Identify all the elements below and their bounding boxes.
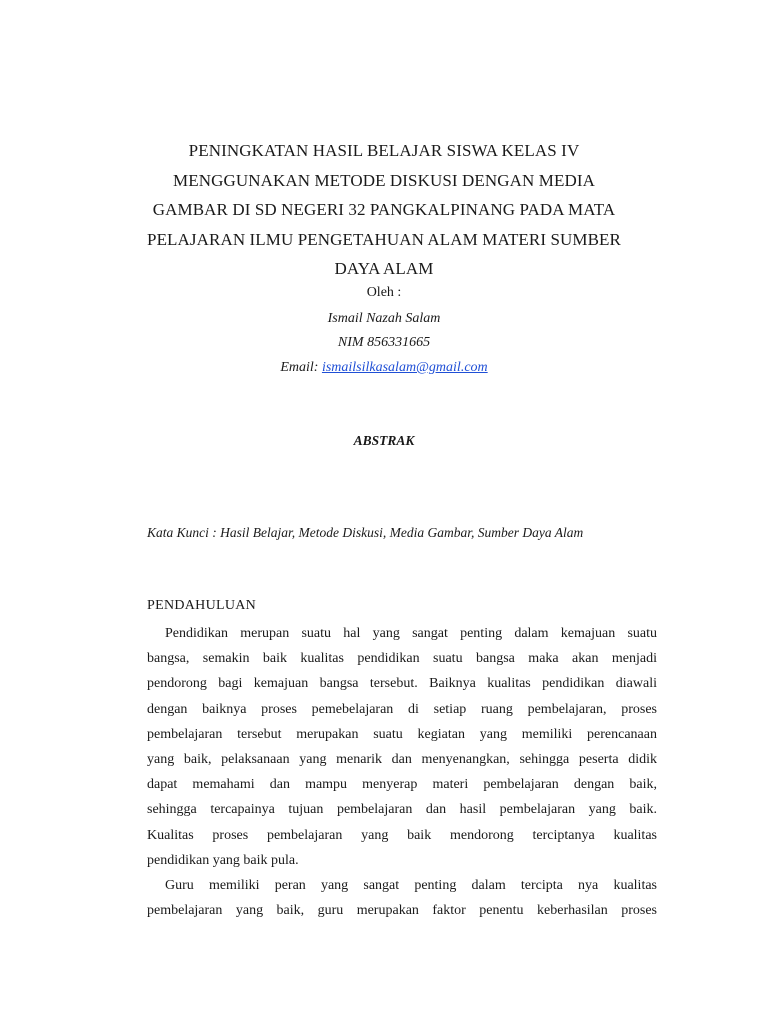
title-line: DAYA ALAM	[334, 259, 434, 278]
keywords: Kata Kunci : Hasil Belajar, Metode Diskusi, Media Gambar, Sumber Daya Alam	[147, 525, 584, 540]
title-line: PENINGKATAN HASIL BELAJAR SISWA KELAS IV	[188, 141, 580, 160]
paper-title	[130, 136, 638, 284]
paragraph-line: Guru memiliki peran yang sangat penting dalam tercipta nya kualitas	[165, 877, 657, 893]
paragraph-line: dapat memahami dan mampu menyerap materi pembelajaran dengan baik,	[147, 777, 657, 793]
email-link[interactable]: ismailsilkasalam@gmail.com	[321, 360, 488, 375]
byline-oleh: Oleh :	[366, 285, 402, 300]
author-name: Ismail Nazah Salam	[327, 311, 441, 326]
paragraph-line: Kualitas proses pembelajaran yang baik mendorong terciptanya kualitas	[147, 827, 657, 843]
title-line: GAMBAR DI SD NEGERI 32 PANGKALPINANG PADA MATA	[152, 200, 616, 219]
paragraph-line: pendorong bagi kemajuan bangsa tersebut. Baiknya kualitas pendidikan diawali	[147, 676, 657, 692]
section-heading: PENDAHULUAN	[147, 598, 257, 613]
paragraph-line: bangsa, semakin baik kualitas pendidikan suatu bangsa maka akan menjadi	[147, 651, 657, 667]
paragraph-line: pembelajaran yang baik, guru merupakan faktor penentu keberhasilan proses	[147, 903, 657, 919]
paragraph-line: Pendidikan merupan suatu hal yang sangat penting dalam kemajuan suatu	[165, 626, 657, 641]
student-id: NIM 856331665	[337, 335, 431, 350]
email-label: Email:	[280, 360, 322, 375]
body-text	[147, 621, 657, 923]
paragraph-line: dengan baiknya proses pemebelajaran di setiap ruang pembelajaran, proses	[147, 701, 657, 717]
paragraph-line: sehingga tercapainya tujuan pembelajaran dan hasil pembelajaran yang baik.	[147, 802, 657, 818]
abstract-heading: ABSTRAK	[353, 433, 415, 448]
title-line: PELAJARAN ILMU PENGETAHUAN ALAM MATERI SUMBER	[147, 229, 621, 249]
paragraph-line: pembelajaran tersebut merupakan suatu kegiatan yang memiliki perencanaan	[147, 726, 657, 742]
title-line: MENGGUNAKAN METODE DISKUSI DENGAN MEDIA	[173, 170, 595, 190]
paragraph-line: pendidikan yang baik pula.	[147, 852, 299, 868]
paragraph-line: yang baik, pelaksanaan yang menarik dan menyenangkan, sehingga peserta didik	[147, 751, 657, 767]
email-line	[130, 358, 638, 378]
